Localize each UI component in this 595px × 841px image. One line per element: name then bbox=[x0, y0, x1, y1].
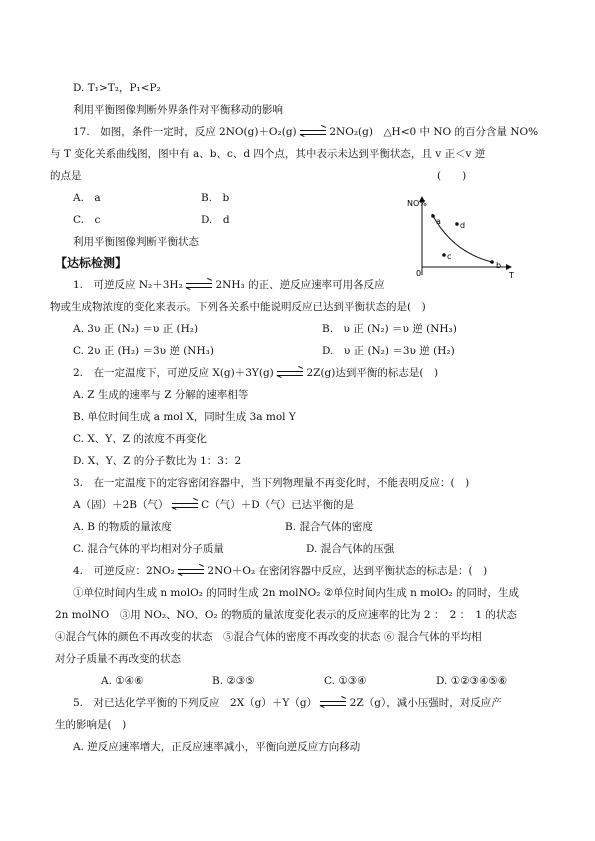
question-5-line1 bbox=[73, 696, 502, 710]
point-a-marker bbox=[431, 214, 435, 218]
point-c-marker bbox=[442, 253, 446, 257]
no-percent-vs-t-graph bbox=[402, 192, 517, 282]
question-1-line2: 物或生成物浓度的变化来表示。下列各关系中能说明反应已达到平衡状态的是( ) bbox=[50, 301, 426, 313]
q17-text-part1: 17. 如图，条件一定时，反应 2NO(g)＋O₂(g) bbox=[73, 126, 297, 138]
question-17-answer-paren: ( ) bbox=[437, 170, 467, 182]
equilibrium-arrow-icon bbox=[172, 500, 198, 510]
question-4-line3: 2n molNO ③用 NO₂、NO、O₂ 的物质的量浓度变化表示的反应速率的比为 2 ： 2 ： 1 的状态 bbox=[55, 609, 517, 621]
q4-option-b: B. ②③⑤ bbox=[212, 675, 255, 687]
question-4-line2: ①单位时间内生成 n molO₂ 的同时生成 2n molNO₂ ②单位时间内生成 n molO₂ 的同时，生成 bbox=[73, 587, 519, 599]
q1-text-part2: 2NH₃ 的正、逆反应速率可用各反应 bbox=[215, 279, 385, 291]
equilibrium-arrow-icon bbox=[186, 280, 212, 290]
q4-text-part2: 2NO＋O₂ 在密闭容器中反应，达到平衡状态的标志是：( ) bbox=[207, 565, 488, 577]
x-axis-label: T bbox=[509, 271, 514, 280]
question-1-line1 bbox=[73, 278, 385, 292]
question-17-line2: 与 T 变化关系曲线图，图中有 a、b、c、d 四个点，其中表示未达到平衡状态，且 v 正＜v 逆 bbox=[50, 148, 486, 160]
q17-option-d: D. d bbox=[201, 214, 230, 226]
point-c-label: c bbox=[447, 252, 452, 261]
q4-option-a: A. ①④⑥ bbox=[101, 675, 144, 687]
question-3-line2 bbox=[73, 498, 354, 512]
point-d-marker bbox=[455, 222, 459, 226]
q2-option-a: A. Z 生成的速率与 Z 分解的速率相等 bbox=[73, 389, 249, 401]
question-17-line1 bbox=[73, 125, 538, 139]
q2-option-d: D. X、Y、Z 的分子数比为 1：3：2 bbox=[73, 455, 242, 467]
q17-option-c: C. c bbox=[73, 214, 101, 226]
x-axis-arrow-icon bbox=[506, 264, 512, 270]
q4-option-c: C. ①③④ bbox=[324, 675, 367, 687]
q1-text-part1: 1. 可逆反应 N₂＋3H₂ bbox=[73, 279, 183, 291]
point-a-label: a bbox=[436, 217, 441, 226]
point-b-marker bbox=[490, 260, 494, 264]
q3-text-part1: A（固）＋2B（气） bbox=[73, 499, 169, 511]
q17-option-b: B. b bbox=[201, 192, 230, 204]
equilibrium-arrow-icon bbox=[277, 368, 303, 378]
question-3-line1: 3. 在一定温度下的定容密闭容器中，当下列物理量不再变化时，不能表明反应：( ) bbox=[73, 477, 470, 489]
equilibrium-arrow-icon bbox=[320, 698, 346, 708]
y-axis-label: NO% bbox=[407, 199, 427, 208]
q1-option-d: D. υ 正 (N₂) ＝3υ 逆 (H₂) bbox=[322, 345, 455, 357]
point-b-label: b bbox=[496, 261, 502, 270]
q5-text-part2: 2Z（g），减小压强时，对反应产 bbox=[349, 697, 502, 709]
question-4-line1 bbox=[73, 564, 487, 578]
q3-text-part2: C（气）＋D（气）已达平衡的是 bbox=[201, 499, 355, 511]
origin-label: 0 bbox=[416, 269, 422, 278]
q3-option-d: D. 混合气体的压强 bbox=[306, 543, 395, 555]
q17-option-a: A. a bbox=[73, 192, 101, 204]
q3-option-c: C. 混合气体的平均相对分子质量 bbox=[73, 543, 224, 555]
question-17-line3: 的点是 bbox=[50, 170, 82, 182]
q4-option-d: D. ①②③④⑤⑥ bbox=[436, 675, 508, 687]
equilibrium-arrow-icon bbox=[178, 566, 204, 576]
q2-option-c: C. X、Y、Z 的浓度不再变化 bbox=[73, 433, 207, 445]
q3-option-b: B. 混合气体的密度 bbox=[285, 521, 373, 533]
section-note: 利用平衡图像判断外界条件对平衡移动的影响 bbox=[73, 104, 283, 116]
q1-option-c: C. 2υ 正 (H₂) ＝3υ 逆 (NH₃) bbox=[73, 345, 214, 357]
q4-text-part1: 4. 可逆反应：2NO₂ bbox=[73, 565, 175, 577]
section-note-2: 利用平衡图像判断平衡状态 bbox=[73, 236, 199, 248]
q3-option-a: A. B 的物质的量浓度 bbox=[73, 521, 172, 533]
q5-text-part1: 5. 对已达化学平衡的下列反应 2X（g）＋Y（g） bbox=[73, 697, 318, 709]
q2-option-b: B. 单位时间生成 a mol X，同时生成 3a mol Y bbox=[73, 411, 296, 423]
question-4-line4: ④混合气体的颜色不再改变的状态 ⑤混合气体的密度不再改变的状态 ⑥ 混合气体的平均相 bbox=[55, 631, 482, 643]
question-2-line1 bbox=[73, 366, 438, 380]
question-5-line2: 生的影响是( ) bbox=[55, 719, 127, 731]
equilibrium-arrow-icon bbox=[300, 127, 326, 137]
q2-text-part2: 2Z(g)达到平衡的标志是( ) bbox=[306, 367, 439, 379]
point-d-label: d bbox=[460, 221, 466, 230]
q17-text-part2: 2NO₂(g) △H<0 中 NO 的百分含量 NO% bbox=[329, 126, 539, 138]
q1-option-b: B. υ 正 (N₂) ＝υ 逆 (NH₃) bbox=[322, 323, 457, 335]
section-heading: 【达标检测】 bbox=[55, 256, 128, 270]
q5-option-a: A. 逆反应速率增大，正反应速率减小，平衡向逆反应方向移动 bbox=[73, 741, 361, 753]
option-d-line: D. T₁>T₂，P₁<P₂ bbox=[73, 82, 161, 94]
question-4-line5: 对分子质量不再改变的状态 bbox=[55, 653, 181, 665]
q1-option-a: A. 3υ 正 (N₂) ＝υ 正 (H₂) bbox=[73, 323, 199, 335]
q2-text-part1: 2. 在一定温度下，可逆反应 X(g)＋3Y(g) bbox=[73, 367, 274, 379]
